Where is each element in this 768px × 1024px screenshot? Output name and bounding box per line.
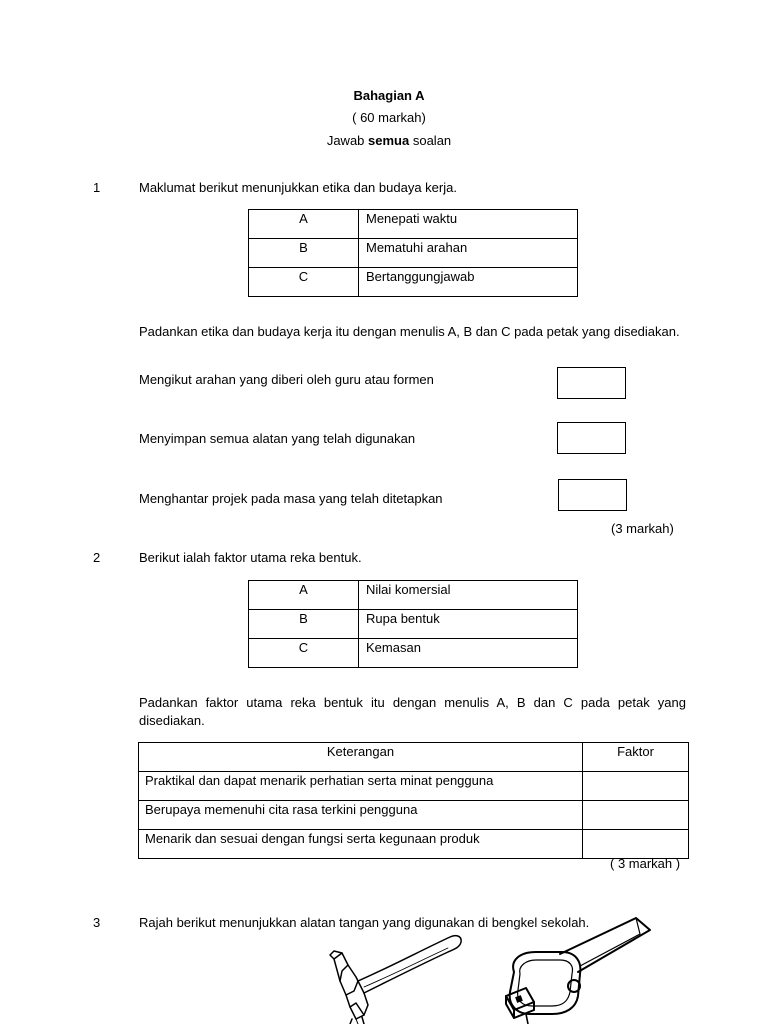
q1-statement-3: Menghantar projek pada masa yang telah ditetapkan xyxy=(139,491,443,506)
q3-question: Rajah berikut menunjukkan alatan tangan yang digunakan di bengkel sekolah. xyxy=(139,915,590,930)
table-header-row xyxy=(139,743,689,772)
q1-statement-1: Mengikut arahan yang diberi oleh guru atau formen xyxy=(139,372,434,387)
q1-marks: (3 markah) xyxy=(611,521,674,536)
table-row xyxy=(249,210,578,239)
header-keterangan: Keterangan xyxy=(139,743,583,772)
table-row xyxy=(249,639,578,668)
q1-key: C xyxy=(249,268,359,297)
table-row xyxy=(139,830,689,859)
q1-value: Bertanggungjawab xyxy=(359,268,578,297)
q2-key: C xyxy=(249,639,359,668)
instruction-suffix: soalan xyxy=(409,133,452,148)
q2-value: Rupa bentuk xyxy=(359,610,578,639)
q2-table xyxy=(248,580,578,668)
q1-key: A xyxy=(249,210,359,239)
row-description: Menarik dan sesuai dengan fungsi serta kegunaan produk xyxy=(139,830,583,859)
q2-number: 2 xyxy=(93,550,101,565)
section-marks: ( 60 markah) xyxy=(352,110,426,125)
q2-value: Nilai komersial xyxy=(359,581,578,610)
header-faktor: Faktor xyxy=(583,743,689,772)
section-title: Bahagian A xyxy=(353,88,425,103)
q2-answer-table xyxy=(138,742,689,859)
table-row xyxy=(249,610,578,639)
q1-statement-2: Menyimpan semua alatan yang telah digunakan xyxy=(139,431,416,446)
instruction-bold: semua xyxy=(368,133,410,148)
table-row xyxy=(139,801,689,830)
q1-table xyxy=(248,209,578,297)
q2-key: B xyxy=(249,610,359,639)
q1-value: Menepati waktu xyxy=(359,210,578,239)
table-row xyxy=(249,581,578,610)
q1-question: Maklumat berikut menunjukkan etika dan budaya kerja. xyxy=(139,180,457,195)
q1-answer-box-2[interactable] xyxy=(557,422,626,454)
q2-question: Berikut ialah faktor utama reka bentuk. xyxy=(139,550,362,565)
q1-answer-box-3[interactable] xyxy=(558,479,627,511)
q1-answer-box-1[interactable] xyxy=(557,367,626,399)
row-description: Praktikal dan dapat menarik perhatian serta minat pengguna xyxy=(139,772,583,801)
q1-value: Mematuhi arahan xyxy=(359,239,578,268)
q1-instruction: Padankan etika dan budaya kerja itu dengan menulis A, B dan C pada petak yang disediakan. xyxy=(139,324,680,339)
q1-number: 1 xyxy=(93,180,101,195)
q2-value: Kemasan xyxy=(359,639,578,668)
factor-answer-cell[interactable] xyxy=(583,830,689,859)
instruction-prefix: Jawab xyxy=(326,133,369,148)
hammer-icon xyxy=(320,915,480,1024)
row-description: Berupaya memenuhi cita rasa terkini pengguna xyxy=(139,801,583,830)
section-instruction xyxy=(0,133,768,148)
table-row xyxy=(139,772,689,801)
factor-answer-cell[interactable] xyxy=(583,801,689,830)
bench-vice-icon xyxy=(500,912,660,1024)
table-row xyxy=(249,239,578,268)
table-row xyxy=(249,268,578,297)
factor-answer-cell[interactable] xyxy=(583,772,689,801)
q1-key: B xyxy=(249,239,359,268)
q3-number: 3 xyxy=(93,915,101,930)
q2-instruction: Padankan faktor utama reka bentuk itu dengan menulis A, B dan C pada petak yang disediakan. xyxy=(139,695,686,728)
q2-key: A xyxy=(249,581,359,610)
q2-marks: ( 3 markah ) xyxy=(610,856,681,871)
